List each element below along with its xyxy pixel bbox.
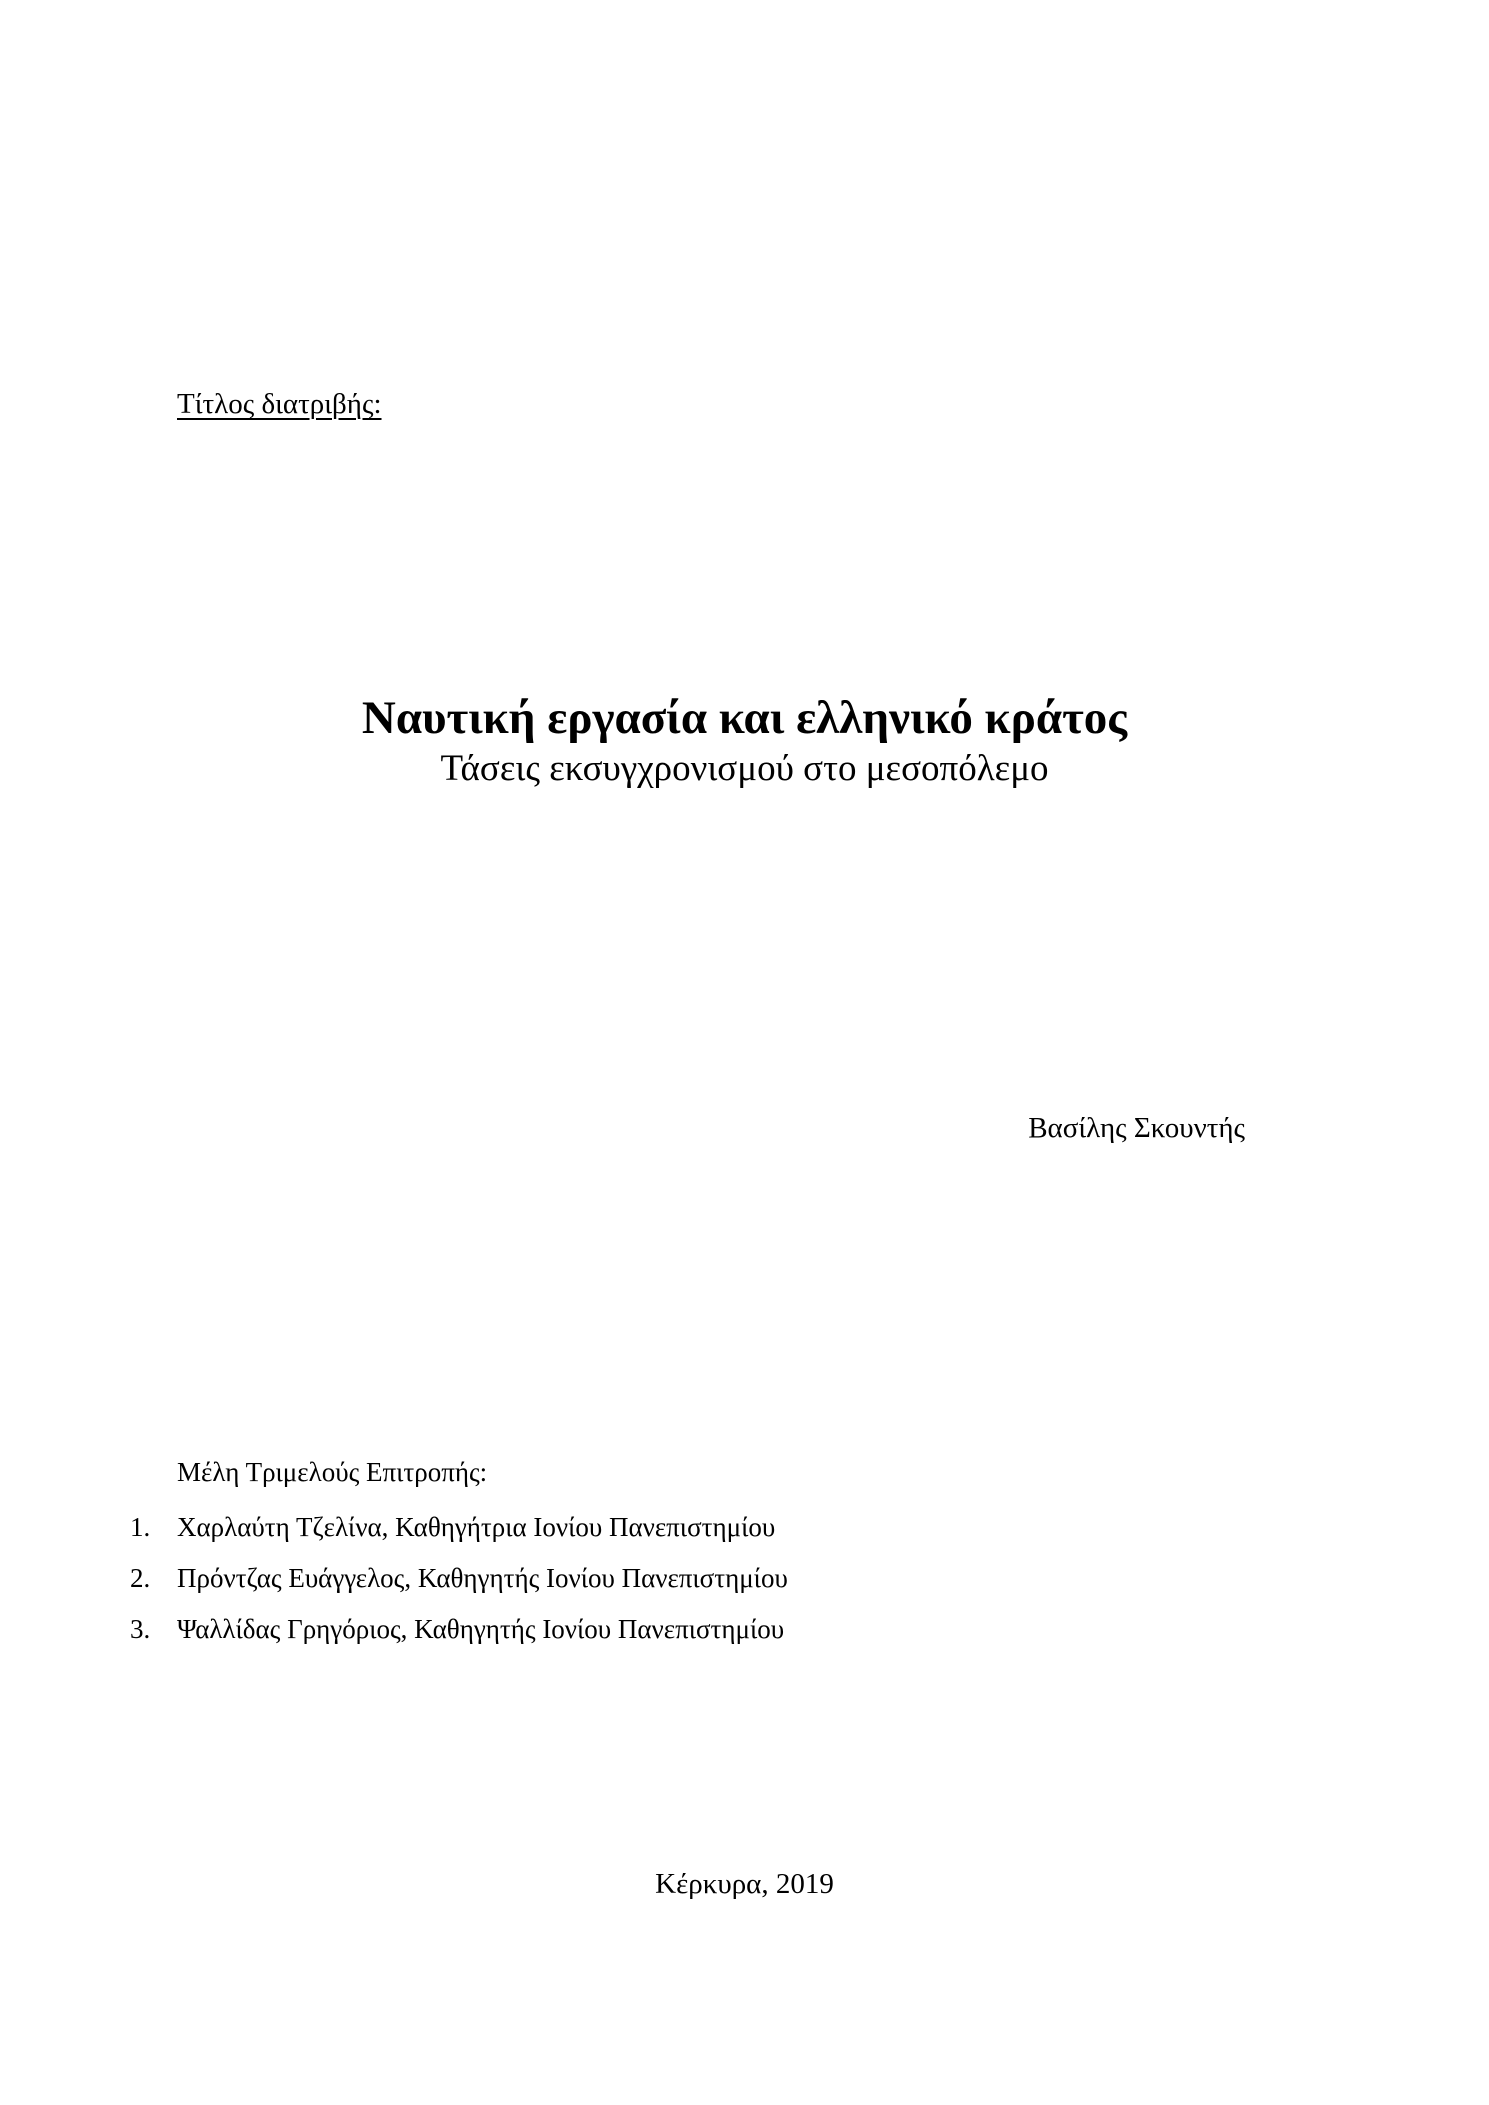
thesis-title: Ναυτική εργασία και ελληνικό κράτος (361, 692, 1128, 744)
member-text: Πρόντζας Ευάγγελος, Καθηγητής Ιονίου Πανεπιστημίου (177, 1563, 788, 1593)
member-number: 3. (130, 1614, 151, 1644)
committee-heading: Μέλη Τριμελούς Επιτροπής: (177, 1457, 488, 1487)
thesis-subtitle: Τάσεις εκσυγχρονισμού στο μεσοπόλεμο (440, 748, 1049, 789)
committee-member (130, 1563, 788, 1614)
place-and-date: Κέρκυρα, 2019 (655, 1868, 834, 1900)
committee-member (130, 1512, 788, 1563)
member-number: 2. (130, 1563, 151, 1593)
member-text: Ψαλλίδας Γρηγόριος, Καθηγητής Ιονίου Πανεπιστημίου (177, 1614, 785, 1644)
member-text: Χαρλαύτη Τζελίνα, Καθηγήτρια Ιονίου Πανεπιστημίου (177, 1512, 776, 1542)
committee-member (130, 1614, 788, 1665)
author-name: Βασίλης Σκουντής (1028, 1112, 1245, 1144)
member-number: 1. (130, 1512, 151, 1542)
committee-list (130, 1512, 788, 1665)
title-block (0, 690, 1489, 792)
thesis-title-label: Τίτλος διατριβής: (177, 388, 382, 420)
